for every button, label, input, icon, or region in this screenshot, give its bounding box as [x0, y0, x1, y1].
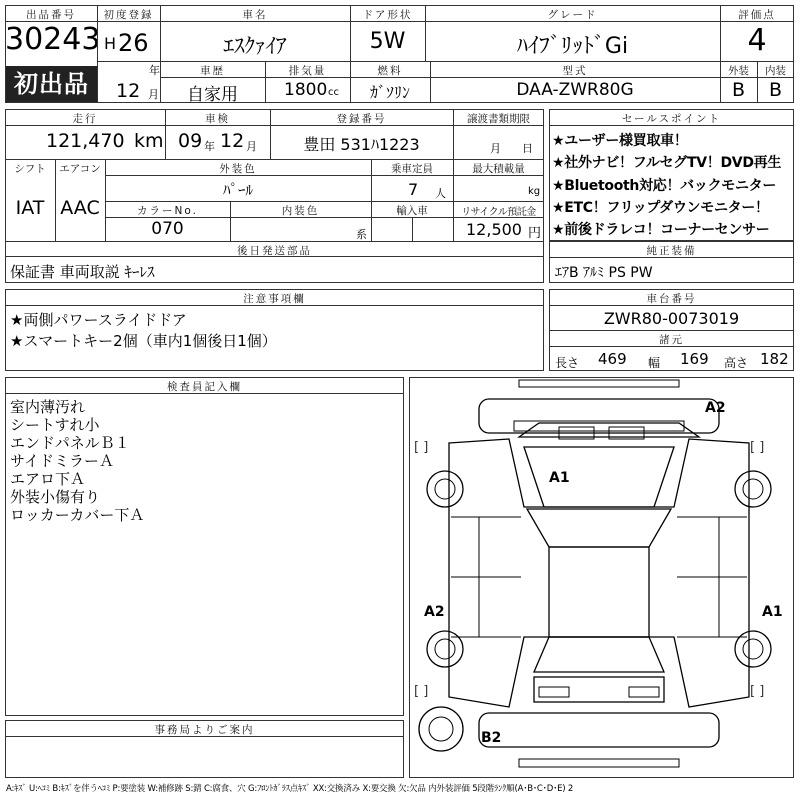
office-label: 事務局よりご案内 — [154, 724, 255, 736]
score-label: 評価点 — [738, 9, 776, 21]
width-label: 幅 — [648, 356, 661, 370]
inspector-item-2: シートすれ小 — [10, 416, 100, 434]
inspector-item-7: ロッカーカバー下Ａ — [10, 506, 145, 524]
sales-point-1: ★ユーザー様買取車！ — [552, 133, 688, 149]
interior-score-label: 内装 — [765, 65, 786, 77]
ext-color-value: ﾊﾟｰﾙ — [222, 181, 253, 199]
capacity-unit: 人 — [435, 187, 446, 200]
registration-month-unit: 月 — [148, 88, 159, 101]
legend-line: A:ｷｽﾞ U:ﾍｺﾐ B:ｷｽﾞを伴うﾍｺﾐ P:要塗装 W:補修跡 S:錆 C:腐食、穴 G:ﾌﾛﾝﾄｶﾞﾗｽ点ｷｽﾞ XX:交換済み X:要交換 欠:欠品 内外装評価 5段階ﾗﾝｸ順(A･B･C･D･E) 2 — [6, 784, 574, 794]
caution-item-2: ★スマートキー2個（車内1個後日1個） — [10, 332, 277, 350]
length-value: 469 — [598, 350, 627, 368]
fuel-value: ｶﾞｿﾘﾝ — [369, 83, 410, 102]
history-label: 車歴 — [200, 65, 225, 77]
mark-top-right: A2 — [705, 400, 726, 416]
shift-label: シフト — [14, 163, 46, 175]
aircon-label: エアコン — [59, 163, 101, 175]
door-label: ドア形状 — [362, 9, 413, 21]
inspector-item-3: エンドパネルＢ１ — [10, 434, 130, 452]
ext-color-label: 外装色 — [219, 163, 257, 175]
aircon-value: AAC — [60, 197, 100, 219]
load-unit: kg — [528, 186, 541, 197]
inspection-year-unit: 年 — [204, 140, 215, 153]
mark-right-side: A1 — [762, 604, 783, 620]
displacement-unit: cc — [328, 87, 339, 98]
interior-score: B — [768, 79, 783, 101]
width-value: 169 — [680, 350, 709, 368]
mark-hood: A1 — [549, 470, 570, 486]
int-color-unit: 系 — [356, 228, 367, 241]
lot-label: 出品番号 — [26, 9, 76, 21]
sales-point-3: ★Bluetooth対応！バックモニター — [552, 178, 777, 194]
height-value: 182 — [760, 350, 789, 368]
capacity-value: 7 — [408, 180, 419, 199]
transfer-label: 譲渡書類期限 — [467, 113, 530, 125]
capacity-label: 乗車定員 — [391, 163, 433, 175]
registration-year-unit: 年 — [149, 64, 160, 77]
dims-label: 諸元 — [659, 334, 684, 346]
mileage-label: 走行 — [72, 113, 98, 125]
recycle-unit: 円 — [528, 226, 542, 241]
load-label: 最大積載量 — [472, 163, 525, 175]
displacement-label: 排気量 — [288, 65, 327, 77]
exterior-score: B — [731, 79, 746, 101]
grade-value: ﾊｲﾌﾞﾘｯﾄﾞGi — [516, 34, 629, 59]
inspection-month: 12 — [220, 130, 245, 152]
inspection-label: 車検 — [205, 113, 230, 125]
recycle-label: リサイクル預託金 — [461, 207, 536, 218]
mark-rear: B2 — [481, 730, 502, 746]
import-label: 輸入車 — [396, 205, 428, 217]
bracket-front-left: [ ] — [414, 440, 429, 455]
color-no-value: 070 — [151, 219, 184, 239]
inspector-item-1: 室内薄汚れ — [10, 398, 86, 416]
registration-month: 12 — [116, 80, 141, 102]
inspector-item-5: エアロ下Ａ — [10, 470, 86, 488]
model-value: DAA-ZWR80G — [516, 80, 634, 100]
first-listing-badge: 初出品 — [6, 66, 97, 102]
score-value: 4 — [747, 23, 767, 58]
grade-label: グレード — [547, 9, 598, 21]
height-label: 高さ — [724, 356, 749, 370]
car-name: ｴｽｸｧｲｱ — [223, 34, 287, 58]
followup-value: 保証書 車両取説 ｷｰﾚｽ — [10, 263, 155, 281]
sales-point-2: ★社外ナビ！フルセグTV！DVD再生 — [552, 155, 782, 171]
bracket-rear-left: [ ] — [414, 684, 429, 699]
recycle-value: 12,500 — [466, 220, 522, 239]
standard-value: ｴｱB ｱﾙﾐ PS PW — [555, 265, 653, 281]
plate-value: 豊田 531ﾊ1223 — [303, 135, 420, 154]
door-value: 5W — [369, 29, 406, 54]
registration-year: 26 — [118, 29, 149, 57]
sales-label: セールスポイント — [621, 113, 722, 125]
mark-left-side: A2 — [424, 604, 445, 620]
fuel-label: 燃料 — [377, 65, 403, 77]
car-diagram — [409, 377, 794, 778]
transfer-month-unit: 月 — [490, 142, 501, 155]
registration-era: H — [104, 34, 117, 53]
bracket-front-right: [ ] — [750, 440, 765, 455]
followup-label: 後日発送部品 — [237, 245, 312, 257]
caution-label: 注意事項欄 — [243, 293, 306, 305]
inspection-year: 09 — [178, 130, 203, 152]
chassis-value: ZWR80-0073019 — [603, 309, 740, 328]
registration-label: 初度登録 — [103, 9, 154, 21]
lot-number: 30243 — [5, 22, 101, 57]
sales-point-5: ★前後ドラレコ！コーナーセンサー — [552, 222, 770, 238]
inspector-item-4: サイドミラーＡ — [10, 452, 114, 470]
car-name-label: 車名 — [242, 9, 268, 21]
mileage-unit: km — [134, 130, 164, 152]
color-no-label: カラーNo. — [137, 205, 198, 217]
inspector-item-6: 外装小傷有り — [10, 488, 101, 506]
inspector-label: 検査員記入欄 — [167, 381, 242, 393]
inspection-month-unit: 月 — [246, 140, 257, 153]
exterior-score-label: 外装 — [728, 65, 749, 77]
caution-item-1: ★両側パワースライドドア — [10, 311, 187, 329]
length-label: 長さ — [555, 356, 580, 370]
shift-value: IAT — [15, 197, 45, 219]
int-color-label: 内装色 — [281, 205, 320, 217]
chassis-label: 車台番号 — [646, 293, 697, 305]
bracket-rear-right: [ ] — [750, 684, 765, 699]
model-label: 型式 — [562, 65, 588, 77]
displacement-value: 1800 — [284, 80, 328, 100]
plate-label: 登録番号 — [336, 113, 387, 125]
sales-point-4: ★ETC！フリップダウンモニター！ — [552, 200, 769, 216]
mileage-value: 121,470 — [46, 130, 125, 152]
history-value: 自家用 — [187, 85, 238, 105]
transfer-day-unit: 日 — [522, 142, 533, 155]
standard-label: 純正装備 — [646, 245, 697, 257]
